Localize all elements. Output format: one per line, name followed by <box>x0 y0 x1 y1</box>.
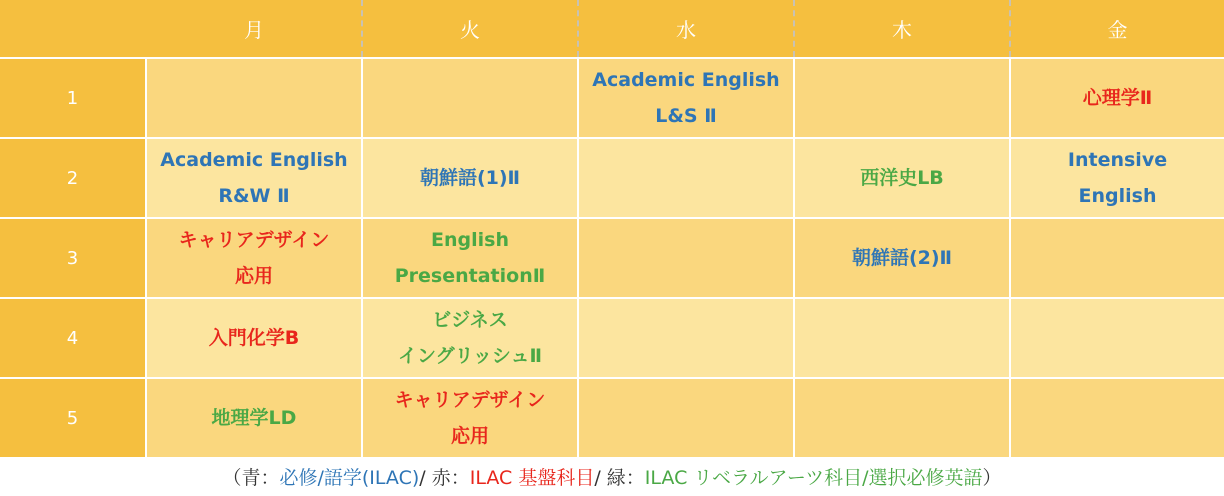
course-cell <box>1009 297 1224 377</box>
course-cell <box>145 57 361 137</box>
legend-separator: / 赤： <box>419 467 470 489</box>
legend-blue-text: 必修/語学(ILAC) <box>279 467 420 489</box>
period-label: 4 <box>0 297 145 377</box>
corner-header <box>0 0 145 57</box>
course-cell <box>1009 377 1224 457</box>
day-header-wed: 水 <box>577 0 793 57</box>
course-cell <box>577 217 793 297</box>
course-cell <box>361 57 577 137</box>
color-legend <box>0 457 1224 496</box>
course-cell <box>577 137 793 217</box>
course-cell: 入門化学B <box>145 297 361 377</box>
period-label: 2 <box>0 137 145 217</box>
course-cell <box>1009 217 1224 297</box>
legend-red-text: ILAC 基盤科目 <box>469 467 595 489</box>
course-cell: Intensive English <box>1009 137 1224 217</box>
course-cell: 西洋史LB <box>793 137 1009 217</box>
period-label: 5 <box>0 377 145 457</box>
period-label: 3 <box>0 217 145 297</box>
course-cell: 心理学Ⅱ <box>1009 57 1224 137</box>
course-cell <box>577 297 793 377</box>
course-cell: 朝鮮語(2)Ⅱ <box>793 217 1009 297</box>
day-header-thu: 木 <box>793 0 1009 57</box>
legend-open: （青： <box>222 467 280 489</box>
course-cell <box>793 297 1009 377</box>
course-cell: キャリアデザイン 応用 <box>145 217 361 297</box>
course-cell: ビジネス イングリッシュⅡ <box>361 297 577 377</box>
course-cell: Academic English L&S Ⅱ <box>577 57 793 137</box>
course-cell: 朝鮮語(1)Ⅱ <box>361 137 577 217</box>
course-cell <box>577 377 793 457</box>
day-header-fri: 金 <box>1009 0 1224 57</box>
period-label: 1 <box>0 57 145 137</box>
course-cell: キャリアデザイン 応用 <box>361 377 577 457</box>
course-cell <box>793 377 1009 457</box>
course-cell <box>793 57 1009 137</box>
legend-green-text: ILAC リベラルアーツ科目/選択必修英語 <box>644 467 983 489</box>
day-header-tue: 火 <box>361 0 577 57</box>
course-cell: English PresentationⅡ <box>361 217 577 297</box>
course-cell: Academic English R&W Ⅱ <box>145 137 361 217</box>
course-cell: 地理学LD <box>145 377 361 457</box>
legend-separator: / 緑： <box>594 467 645 489</box>
day-header-mon: 月 <box>145 0 361 57</box>
legend-close: ） <box>982 467 1002 489</box>
